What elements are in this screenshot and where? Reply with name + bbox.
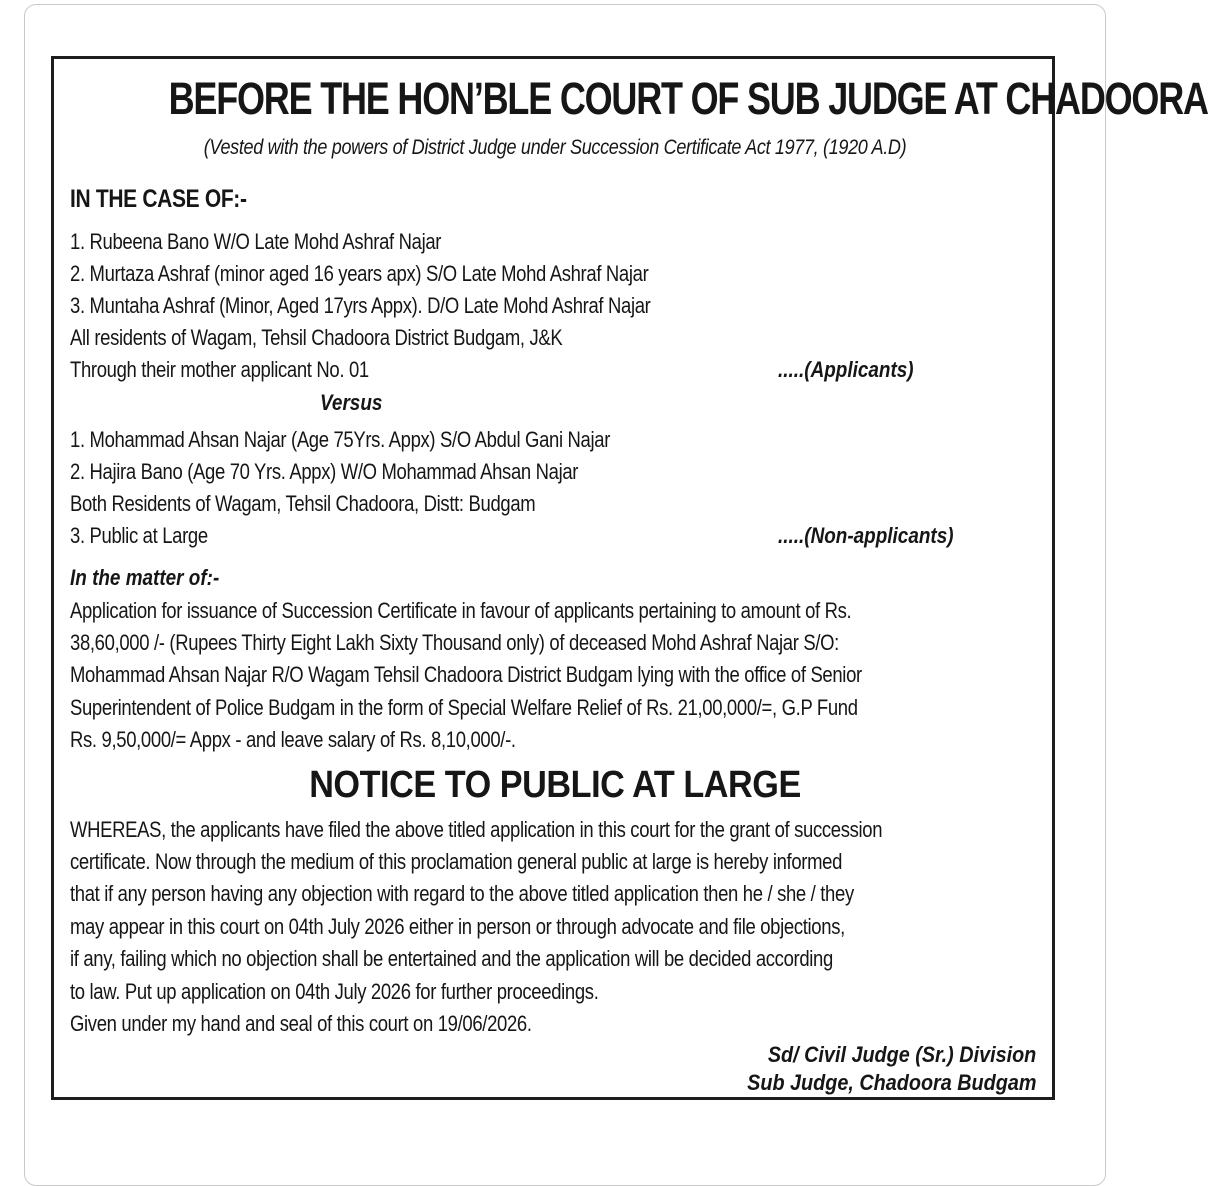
signature-line: Sub Judge, Chadoora Budgam (746, 1070, 1036, 1095)
non-applicants-tag: .....(Non-applicants) (778, 523, 954, 548)
notice-line: certificate. Now through the medium of this proclamation general public at large is hereby informed (70, 849, 843, 874)
applicant-line: Through their mother applicant No. 01 (70, 357, 369, 382)
non-applicant-line: 3. Public at Large (70, 523, 208, 548)
notice-heading: NOTICE TO PUBLIC AT LARGE (309, 764, 801, 806)
matter-line: Superintendent of Police Budgam in the form of Special Welfare Relief of Rs. 21,00,000/=, G.P Fund (70, 695, 858, 720)
notice-line: to law. Put up application on 04th July 2026 for further proceedings. (70, 979, 599, 1004)
notice-line: WHEREAS, the applicants have filed the above titled application in this court for the grant of succession (70, 817, 883, 842)
non-applicant-line: 1. Mohammad Ahsan Najar (Age 75Yrs. Appx) S/O Abdul Gani Najar (70, 427, 611, 452)
matter-heading: In the matter of:- (70, 565, 220, 590)
notice-line: that if any person having any objection with regard to the above titled application then he / she / they (70, 881, 854, 906)
notice-title: BEFORE THE HON’BLE COURT OF SUB JUDGE AT CHADOORA (168, 73, 1208, 124)
applicant-line: 1. Rubeena Bano W/O Late Mohd Ashraf Najar (70, 229, 442, 254)
non-applicant-line: Both Residents of Wagam, Tehsil Chadoora, Distt: Budgam (70, 491, 536, 516)
signature-line: Sd/ Civil Judge (Sr.) Division (767, 1042, 1036, 1067)
notice-line: may appear in this court on 04th July 2026 either in person or through advocate and file objections, (70, 914, 845, 939)
legal-notice-box (51, 56, 1208, 1100)
case-heading: IN THE CASE OF:- (70, 185, 247, 213)
matter-line: 38,60,000 /- (Rupees Thirty Eight Lakh Sixty Thousand only) of deceased Mohd Ashraf Najar S/O: (70, 630, 839, 655)
applicant-line: 2. Murtaza Ashraf (minor aged 16 years apx) S/O Late Mohd Ashraf Najar (70, 261, 649, 286)
applicants-tag: .....(Applicants) (778, 357, 914, 382)
notice-subtitle: (Vested with the powers of District Judge under Succession Certificate Act 1977, (1920 A.D) (203, 136, 907, 159)
matter-line: Rs. 9,50,000/= Appx - and leave salary of Rs. 8,10,000/-. (70, 727, 516, 752)
applicant-line: 3. Muntaha Ashraf (Minor, Aged 17yrs Appx). D/O Late Mohd Ashraf Najar (70, 293, 651, 318)
notice-line: Given under my hand and seal of this court on 19/06/2026. (70, 1011, 532, 1036)
versus-label: Versus (320, 390, 383, 415)
matter-line: Mohammad Ahsan Najar R/O Wagam Tehsil Chadoora District Budgam lying with the office of Senior (70, 662, 862, 687)
notice-line: if any, failing which no objection shall be entertained and the application will be decided according (70, 946, 833, 971)
applicant-line: All residents of Wagam, Tehsil Chadoora District Budgam, J&K (70, 325, 563, 350)
matter-line: Application for issuance of Succession Certificate in favour of applicants pertaining to amount of Rs. (70, 598, 852, 623)
non-applicant-line: 2. Hajira Bano (Age 70 Yrs. Appx) W/O Mohammad Ahsan Najar (70, 459, 579, 484)
